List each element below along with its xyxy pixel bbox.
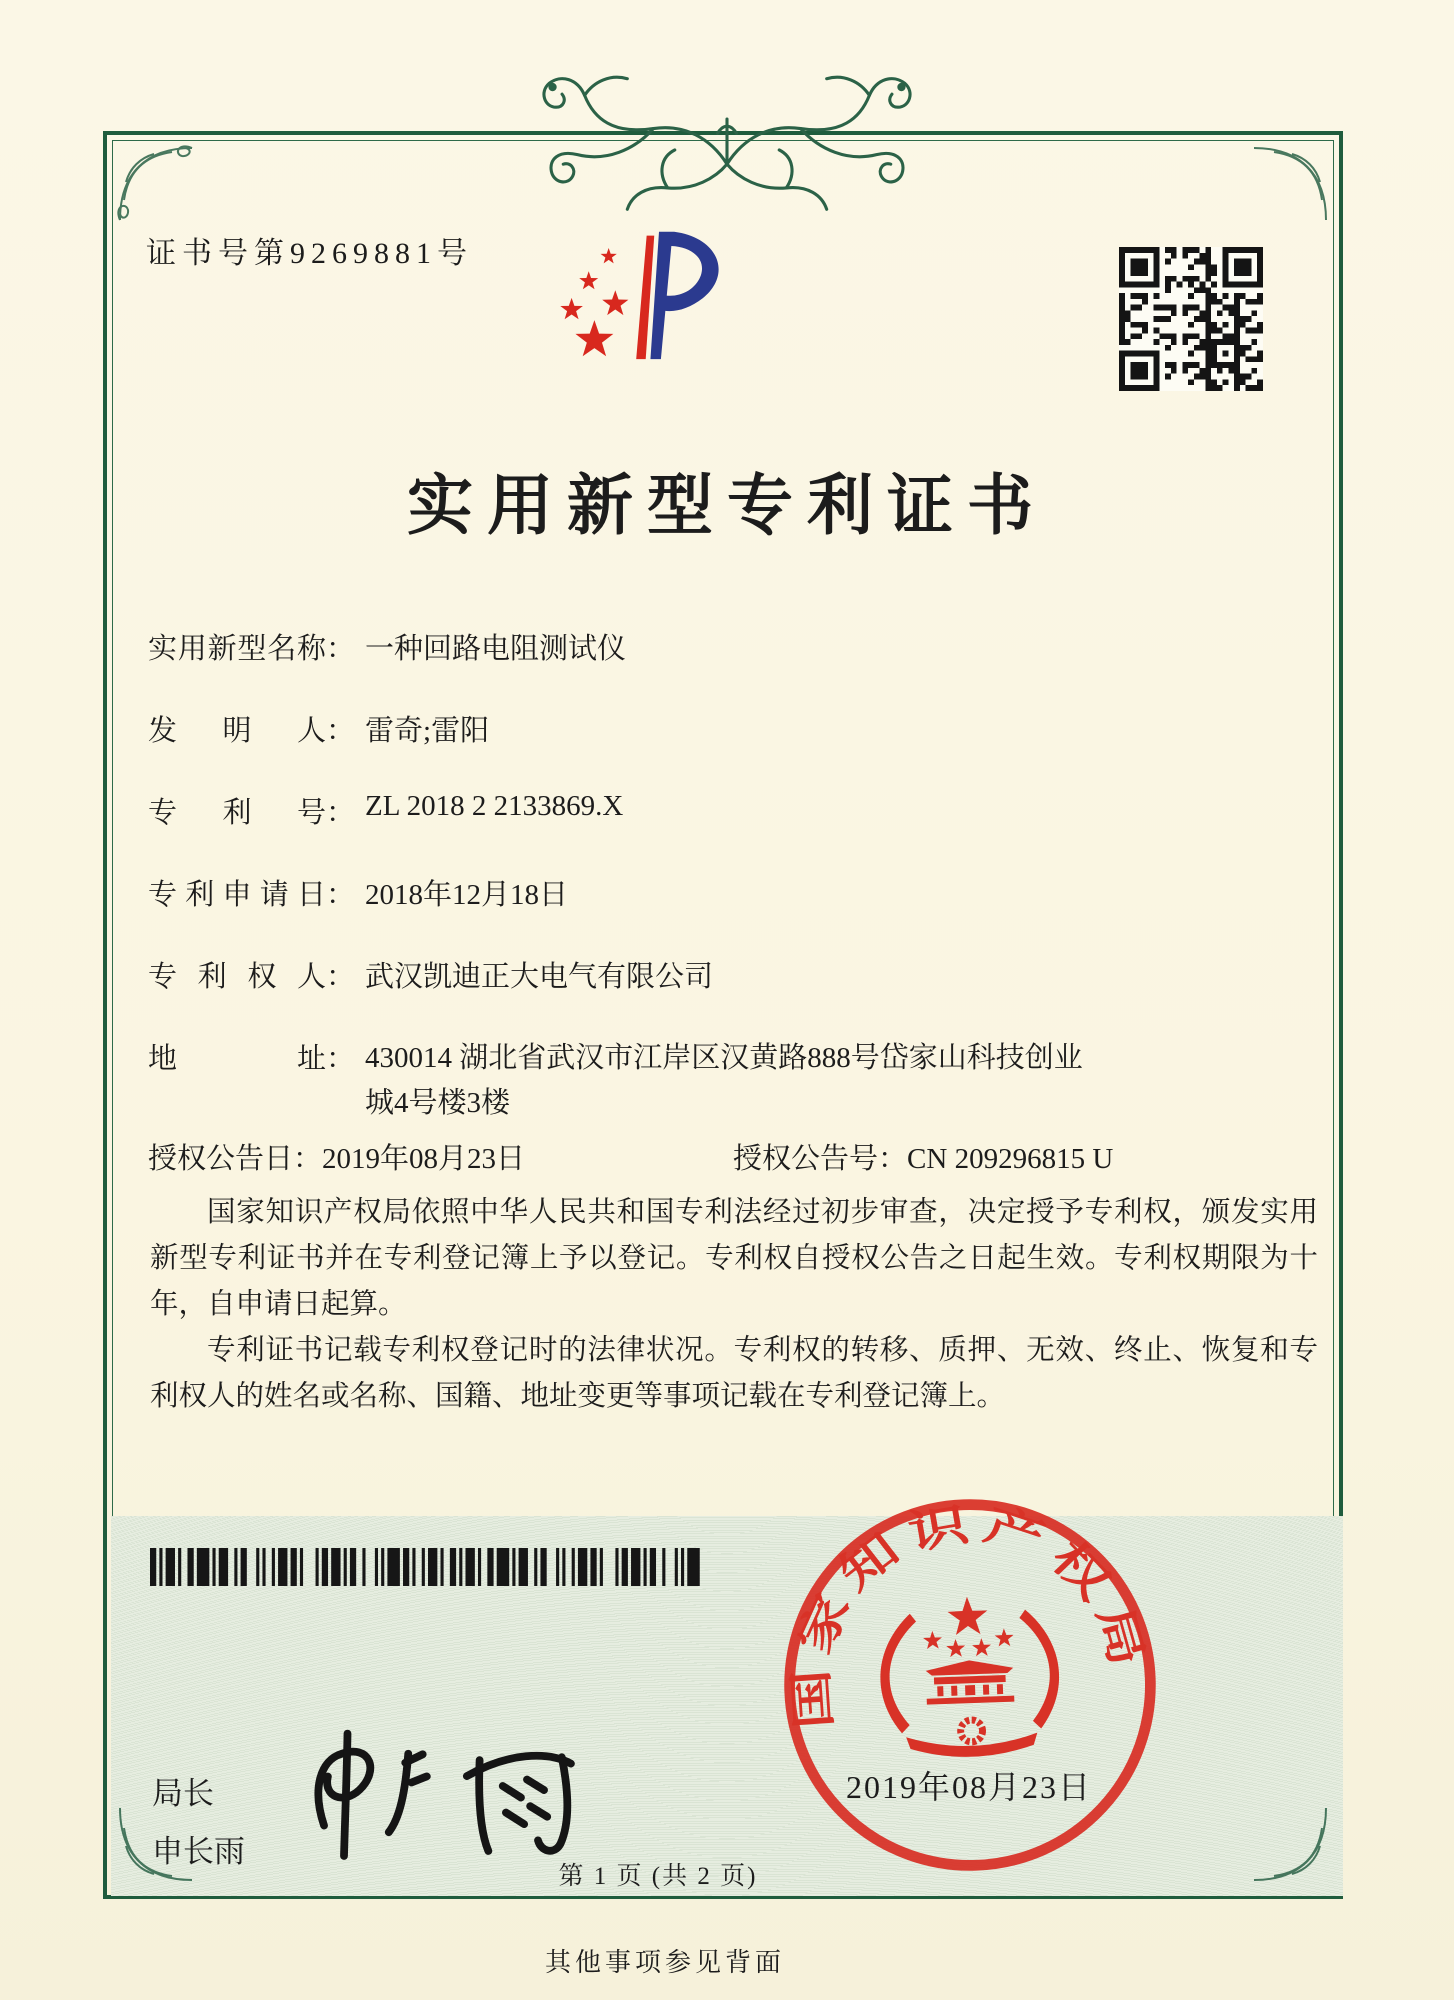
field-row-invention-name — [148, 626, 626, 667]
field-label: 发明人 — [148, 715, 326, 747]
grant-number-value: CN 209296815 U — [907, 1143, 1114, 1175]
corner-flourish-icon — [114, 142, 198, 226]
field-colon: ： — [326, 1043, 356, 1075]
field-colon: ： — [326, 961, 356, 993]
field-colon: ： — [878, 1143, 908, 1175]
qr-code — [1119, 247, 1263, 391]
field-value: ZL 2018 2 2133869.X — [365, 790, 624, 822]
field-label: 专利号 — [148, 797, 326, 829]
field-row-patent-number — [148, 790, 623, 831]
dragon-ornament-icon — [537, 55, 917, 233]
field-label: 专利申请日 — [148, 879, 326, 911]
field-colon: ： — [326, 715, 356, 747]
field-colon: ： — [326, 633, 356, 665]
field-colon: ： — [326, 797, 356, 829]
field-colon: ： — [326, 879, 356, 911]
official-seal — [768, 1483, 1171, 1886]
grant-date-pair — [148, 1143, 525, 1175]
page-number: 第 1 页 (共 2 页) — [558, 1863, 758, 1890]
field-colon: ： — [293, 1143, 323, 1175]
field-label: 地址 — [148, 1043, 326, 1075]
field-row-address — [148, 1036, 1218, 1126]
legal-text — [150, 1190, 1318, 1420]
back-side-note: 其他事项参见背面 — [544, 1948, 785, 1977]
corner-flourish-icon — [1248, 142, 1332, 226]
field-value: 一种回路电阻测试仪 — [365, 633, 627, 665]
field-label: 实用新型名称 — [148, 633, 326, 665]
field-value: 武汉凯迪正大电气有限公司 — [365, 961, 714, 993]
director-name: 申长雨 — [152, 1834, 245, 1869]
certificate-number: 证书号第9269881号 — [146, 237, 473, 270]
field-value: 430014 湖北省武汉市江岸区汉黄路888号岱家山科技创业城4号楼3楼 — [365, 1042, 1083, 1119]
grant-date-value: 2019年08月23日 — [322, 1143, 526, 1175]
field-row-patentee — [148, 954, 713, 995]
grant-row — [148, 1136, 1298, 1177]
field-value: 雷奇;雷阳 — [365, 715, 490, 747]
seal-ring-text: 国家知识产权局 — [785, 1498, 1152, 1731]
barcode — [150, 1548, 706, 1586]
grant-number-label: 授权公告号 — [733, 1143, 879, 1175]
legal-paragraph-2: 专利证书记载专利权登记时的法律状况。专利权的转移、质押、无效、终止、恢复和专利权人的姓名或名称、国籍、地址变更等事项记载在专利登记簿上。 — [150, 1335, 1318, 1412]
field-value: 2018年12月18日 — [365, 879, 569, 911]
field-label: 专利权人 — [148, 961, 326, 993]
grant-date-label: 授权公告日 — [148, 1143, 294, 1175]
grant-number-pair — [733, 1136, 1113, 1177]
certificate-title: 实用新型专利证书 — [407, 470, 1047, 543]
field-row-inventor — [148, 708, 489, 749]
seal-date: 2019年08月23日 — [846, 1769, 1093, 1805]
national-emblem-icon — [878, 1594, 1062, 1760]
field-row-filing-date — [148, 872, 568, 913]
legal-paragraph-1: 国家知识产权局依照中华人民共和国专利法经过初步审查，决定授予专利权，颁发实用新型专利证书并在专利登记簿上予以登记。专利权自授权公告之日起生效。专利权期限为十年，自申请日起算。 — [150, 1197, 1318, 1320]
cnipa-logo-icon — [545, 214, 735, 394]
director-title-label: 局长 — [152, 1776, 214, 1811]
